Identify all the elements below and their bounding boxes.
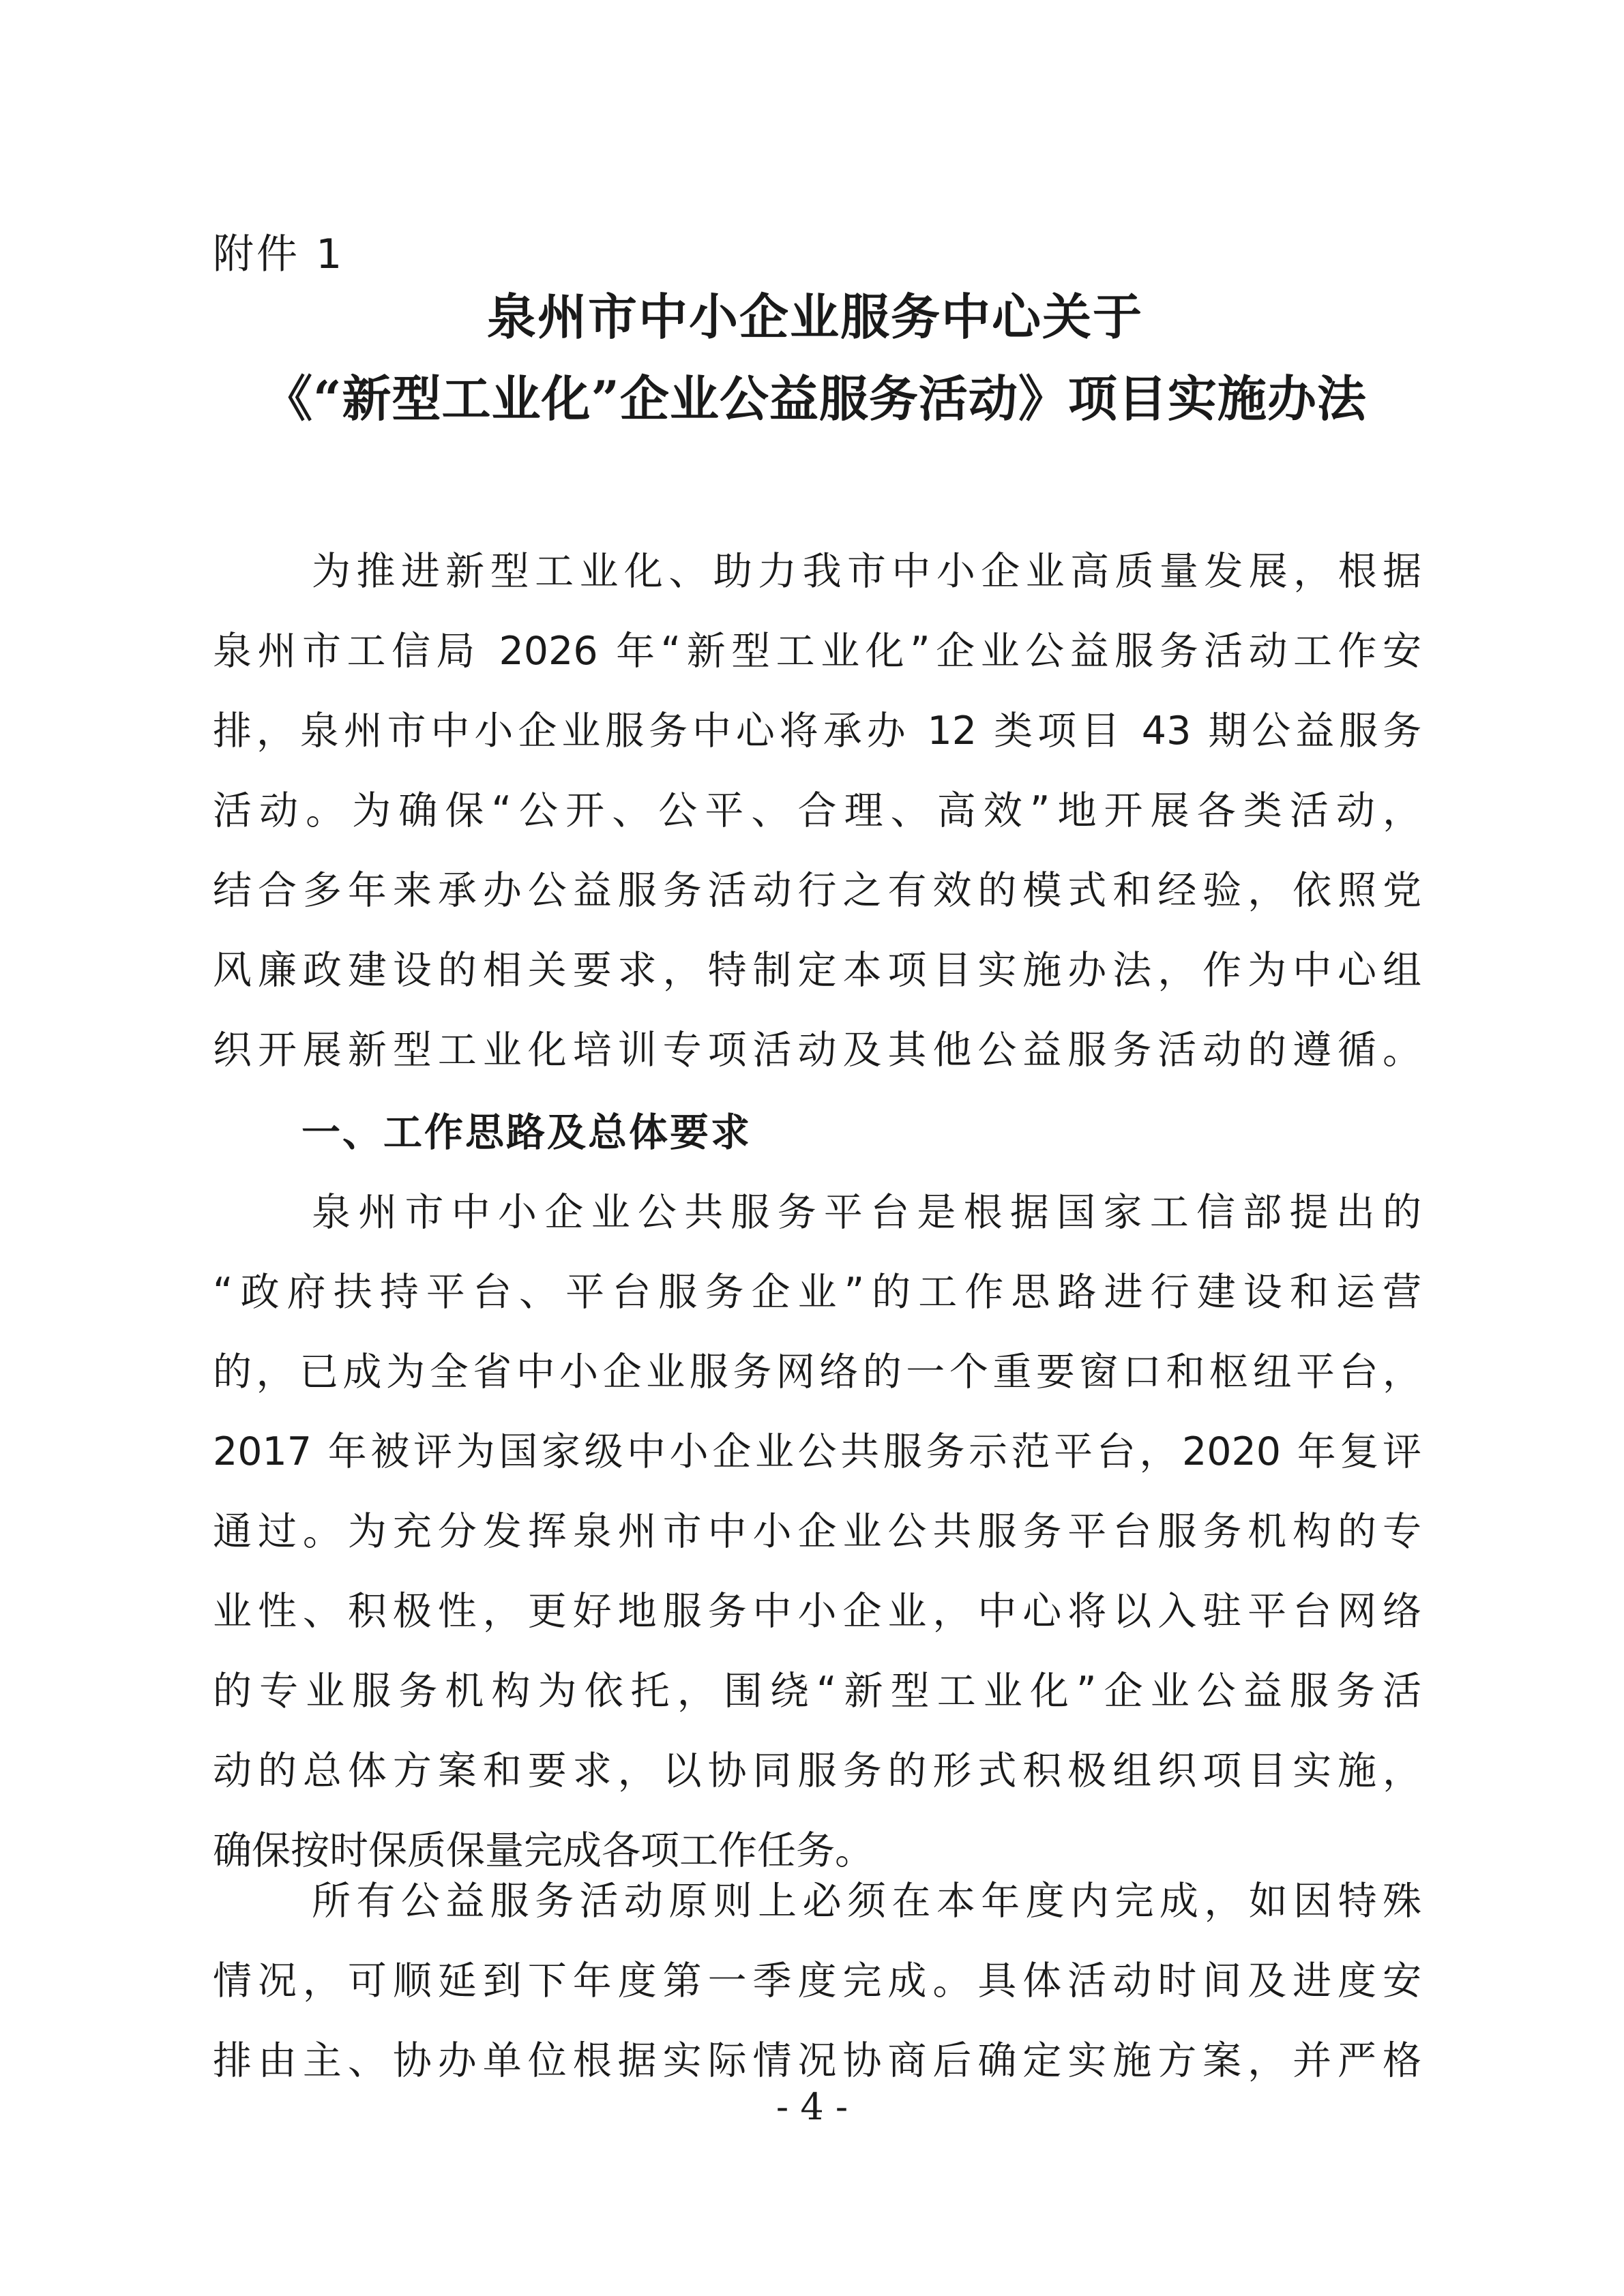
section-work-approach [213, 1093, 1421, 1891]
paragraph-line: 泉州市工信局 2026 年“新型工业化”企业公益服务活动工作安 [213, 629, 1421, 674]
paragraph-line: 确保按时保质保量完成各项工作任务。 [213, 1828, 874, 1873]
document-title-line-2: 《“新型工业化”企业公益服务活动》项目实施办法 [263, 370, 1367, 428]
paragraph-line: 排，泉州市中小企业服务中心将承办 12 类项目 43 期公益服务 [213, 709, 1421, 754]
paragraph-line: 织开展新型工业化培训专项活动及其他公益服务活动的遵循。 [213, 1028, 1421, 1073]
paragraph-line: 所有公益服务活动原则上必须在本年度内完成，如因特殊 [312, 1879, 1421, 1924]
paragraph-line: 2017 年被评为国家级中小企业公共服务示范平台，2020 年复评 [213, 1429, 1421, 1474]
paragraph-line: 结合多年来承办公益服务活动行之有效的模式和经验，依照党 [213, 868, 1421, 913]
paragraph-line: 业性、积极性，更好地服务中小企业，中心将以入驻平台网络 [213, 1589, 1421, 1634]
paragraph-line: 泉州市中小企业公共服务平台是根据国家工信部提出的 [312, 1190, 1421, 1235]
paragraph-schedule [213, 1862, 1421, 2101]
paragraph-line: 的，已成为全省中小企业服务网络的一个重要窗口和枢纽平台， [213, 1350, 1421, 1395]
attachment-label: 附件 1 [213, 230, 345, 278]
paragraph-introduction [213, 532, 1421, 1090]
page-number: - 4 - [776, 2085, 848, 2128]
paragraph-line: 动的总体方案和要求，以协同服务的形式积极组织项目实施， [213, 1748, 1421, 1793]
paragraph-line: 活动。为确保“公开、公平、合理、高效”地开展各类活动， [213, 788, 1421, 833]
paragraph-line: 通过。为充分发挥泉州市中小企业公共服务平台服务机构的专 [213, 1509, 1421, 1554]
paragraph-line: 情况，可顺延到下年度第一季度完成。具体活动时间及进度安 [213, 1958, 1421, 2003]
paragraph-line: “政府扶持平台、平台服务企业”的工作思路进行建设和运营 [213, 1270, 1421, 1315]
paragraph-line: 风廉政建设的相关要求，特制定本项目实施办法，作为中心组 [213, 948, 1421, 993]
section-heading: 一、工作思路及总体要求 [301, 1110, 752, 1155]
paragraph-line: 的专业服务机构为依托，围绕“新型工业化”企业公益服务活 [213, 1669, 1421, 1714]
paragraph-line: 排由主、协办单位根据实际情况协商后确定实施方案，并严格 [213, 2038, 1421, 2083]
paragraph-line: 为推进新型工业化、助力我市中小企业高质量发展，根据 [312, 549, 1421, 594]
document-title-line-1: 泉州市中小企业服务中心关于 [486, 288, 1143, 346]
